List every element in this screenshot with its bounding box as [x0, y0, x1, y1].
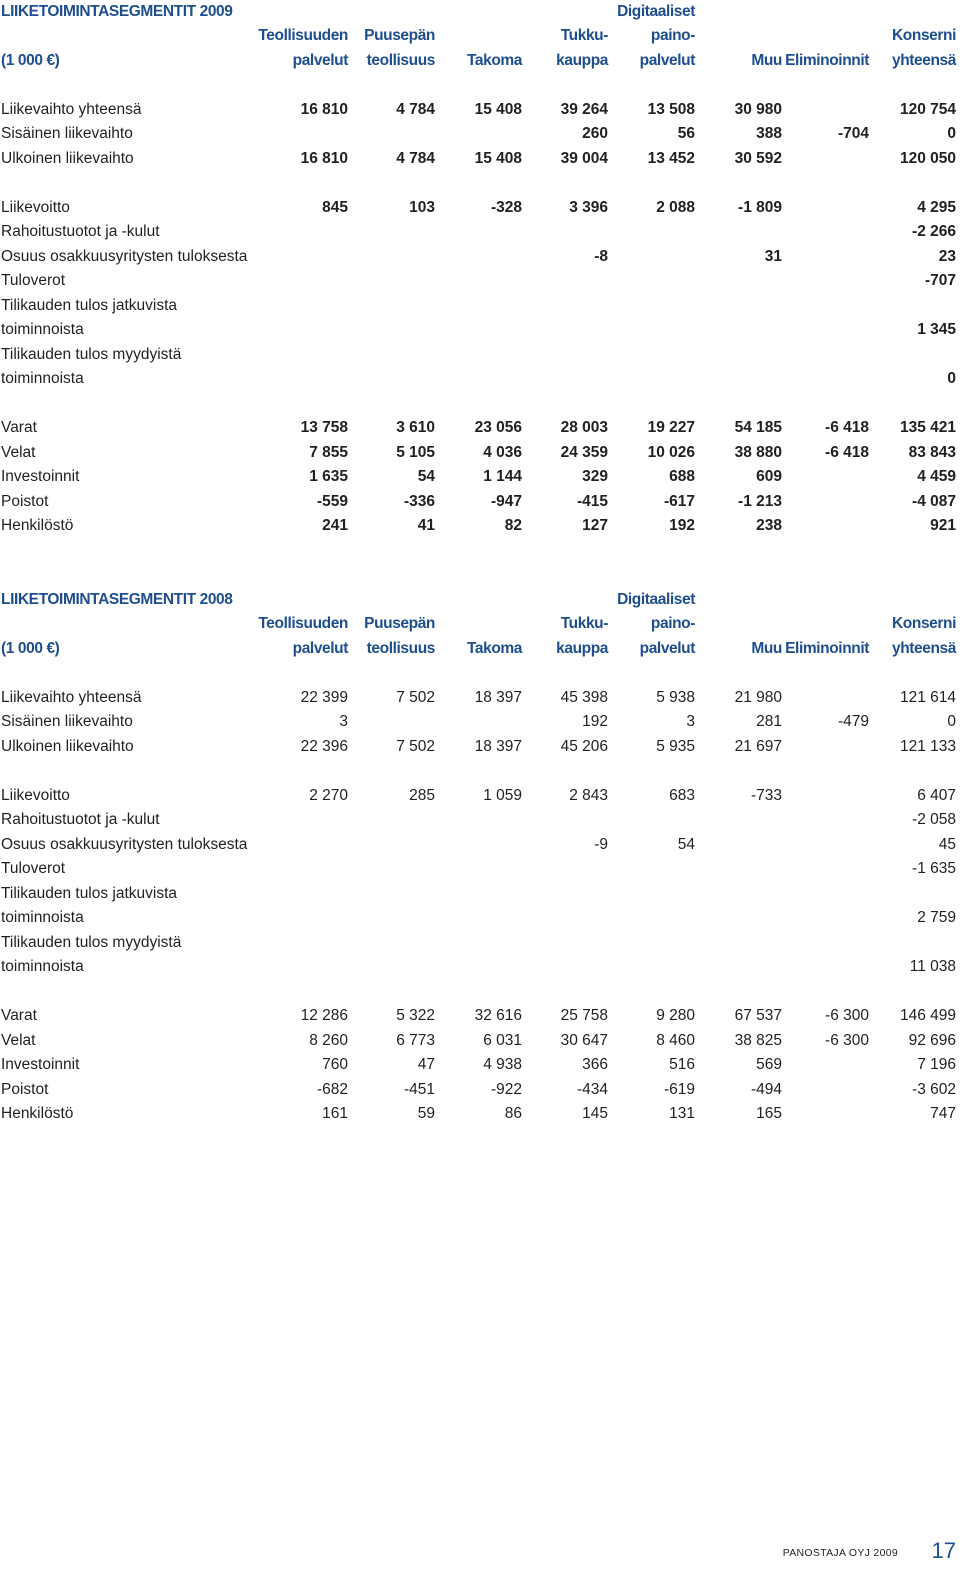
table-row [0, 245, 960, 269]
table-cell: 1 635 [309, 468, 348, 485]
page-number: 17 [931, 1538, 956, 1563]
table-row [0, 147, 960, 171]
table-row [0, 98, 960, 122]
column-header: palvelut [639, 639, 695, 657]
row-label: Liikevoitto [1, 787, 70, 804]
row-label: Velat [1, 444, 36, 461]
table-row [0, 343, 960, 367]
table-cell: 3 610 [396, 419, 435, 436]
column-header: palvelut [292, 639, 348, 657]
row-label: toiminnoista [1, 909, 84, 926]
table-cell: -1 213 [738, 493, 782, 510]
table-row [0, 196, 960, 220]
table-cell: -6 418 [825, 419, 869, 436]
table-row [0, 931, 960, 955]
table-cell: 747 [930, 1105, 956, 1122]
column-header: Takoma [466, 51, 522, 69]
table-cell: -415 [576, 493, 608, 510]
table-cell: -2 266 [912, 223, 956, 240]
table-row [0, 686, 960, 710]
table-cell: 388 [756, 125, 782, 142]
table-cell: 7 855 [309, 444, 348, 461]
row-label: Tuloverot [1, 272, 66, 289]
table-cell: -8 [594, 248, 608, 265]
table-cell: 366 [582, 1056, 608, 1073]
table-cell: 39 004 [560, 150, 608, 167]
table-cell: 86 [504, 1105, 522, 1122]
table-cell: -479 [837, 713, 869, 730]
table-cell: 54 185 [734, 419, 782, 436]
table-cell: 1 345 [917, 321, 956, 338]
segment-2008 [0, 588, 960, 1128]
row-label: Varat [1, 1007, 37, 1024]
row-label: Osuus osakkuusyritysten tuloksesta [1, 248, 248, 265]
column-header: Digitaaliset [617, 591, 695, 608]
table-cell: 67 537 [734, 1007, 782, 1024]
table-cell: 161 [322, 1105, 348, 1122]
row-label: Liikevaihto yhteensä [1, 689, 142, 706]
table-row [0, 857, 960, 881]
column-header: Tukku- [560, 615, 608, 633]
table-cell: 38 825 [734, 1032, 782, 1049]
table-cell: 165 [756, 1105, 782, 1122]
table-cell: 4 036 [483, 444, 522, 461]
table-row [0, 441, 960, 465]
column-header: Teollisuuden [258, 615, 348, 633]
table-cell: 4 938 [483, 1056, 522, 1073]
column-header: teollisuus [366, 51, 435, 69]
table-cell: 4 784 [396, 150, 435, 167]
table-cell: 30 592 [734, 150, 782, 167]
table-cell: -619 [663, 1081, 695, 1098]
table-cell: 192 [669, 517, 695, 534]
table-cell: 5 938 [656, 689, 695, 706]
table-cell: 23 056 [474, 419, 522, 436]
table-cell: -1 635 [912, 860, 956, 877]
table-cell: 18 397 [474, 689, 522, 706]
table-cell: 683 [669, 787, 695, 804]
table-row [0, 367, 960, 391]
table-cell: 12 286 [300, 1007, 348, 1024]
table-cell: 1 144 [483, 468, 522, 485]
row-label: Poistot [1, 493, 49, 510]
table-cell: 28 003 [560, 419, 608, 436]
table-cell: 145 [582, 1105, 608, 1122]
table-row [0, 416, 960, 440]
table-row [0, 465, 960, 489]
table-cell: 9 280 [656, 1007, 695, 1024]
column-header: paino- [650, 615, 695, 633]
table-row [0, 1078, 960, 1102]
table-cell: 121 133 [899, 738, 956, 755]
table-cell: 54 [417, 468, 435, 485]
table-cell: 47 [417, 1056, 435, 1073]
table-row [0, 294, 960, 318]
row-label: Varat [1, 419, 37, 436]
table-cell: -494 [750, 1081, 782, 1098]
table-cell: 19 227 [647, 419, 695, 436]
table-cell: 13 452 [647, 150, 695, 167]
table-row [0, 1053, 960, 1077]
column-header: Puusepän [364, 615, 435, 633]
table-cell: 13 508 [647, 101, 695, 118]
table-cell: 281 [756, 713, 782, 730]
table-cell: 45 [938, 836, 956, 853]
table-cell: -559 [316, 493, 348, 510]
table-cell: -6 300 [825, 1032, 869, 1049]
row-label: Henkilöstö [1, 1105, 74, 1122]
table-cell: 0 [947, 370, 956, 387]
table-cell: 59 [417, 1105, 435, 1122]
table-cell: -947 [490, 493, 522, 510]
table-cell: 24 359 [560, 444, 608, 461]
table-cell: -3 602 [912, 1081, 956, 1098]
table-cell: 2 088 [656, 199, 695, 216]
table-cell: 4 459 [917, 468, 956, 485]
table-cell: 5 105 [396, 444, 435, 461]
table-cell: 238 [756, 517, 782, 534]
table-cell: 15 408 [474, 101, 522, 118]
table-cell: -6 418 [825, 444, 869, 461]
table-cell: 11 038 [909, 958, 956, 975]
column-header: kauppa [556, 51, 608, 69]
table-cell: 45 206 [560, 738, 608, 755]
table-cell: 83 843 [908, 444, 956, 461]
table-cell: 21 697 [734, 738, 782, 755]
row-label: Rahoitustuotot ja -kulut [1, 811, 160, 828]
unit-label: (1 000 €) [1, 639, 60, 657]
table-row [0, 710, 960, 734]
table-cell: 921 [930, 517, 956, 534]
table-cell: 120 754 [899, 101, 956, 118]
table-cell: 4 784 [396, 101, 435, 118]
column-header: palvelut [639, 51, 695, 69]
table-row [0, 955, 960, 979]
table-cell: 21 980 [734, 689, 782, 706]
table-cell: 260 [582, 125, 608, 142]
table-row [0, 906, 960, 930]
table-row [0, 318, 960, 342]
table-row [0, 1029, 960, 1053]
table-cell: -733 [750, 787, 782, 804]
table-cell: 10 026 [647, 444, 695, 461]
column-header: Teollisuuden [258, 27, 348, 45]
table-cell: -707 [924, 272, 956, 289]
table-cell: -6 300 [825, 1007, 869, 1024]
unit-label: (1 000 €) [1, 51, 60, 69]
table-cell: -328 [490, 199, 522, 216]
table-cell: -617 [663, 493, 695, 510]
row-label: Sisäinen liikevaihto [1, 713, 133, 730]
table-row [0, 514, 960, 538]
table-row [0, 735, 960, 759]
column-header: palvelut [292, 51, 348, 69]
table-row [0, 1102, 960, 1126]
table-cell: 54 [677, 836, 695, 853]
table-cell: 7 502 [396, 689, 435, 706]
column-header: yhteensä [892, 51, 956, 69]
table-row [0, 784, 960, 808]
table-cell: 845 [322, 199, 348, 216]
table-cell: 18 397 [474, 738, 522, 755]
row-label: Poistot [1, 1081, 49, 1098]
table-cell: -2 058 [912, 811, 956, 828]
table-cell: 16 810 [300, 101, 348, 118]
table-cell: -922 [490, 1081, 522, 1098]
row-label: Liikevaihto yhteensä [1, 101, 142, 118]
row-label: Investoinnit [1, 468, 80, 485]
table-row [0, 808, 960, 832]
table-cell: 241 [322, 517, 348, 534]
table-cell: 3 [686, 713, 695, 730]
column-header: paino- [650, 27, 695, 45]
row-label: Velat [1, 1032, 36, 1049]
column-header: Takoma [466, 639, 522, 657]
table-cell: 2 270 [309, 787, 348, 804]
column-header: kauppa [556, 639, 608, 657]
row-label: Osuus osakkuusyritysten tuloksesta [1, 836, 248, 853]
table-cell: -9 [594, 836, 608, 853]
row-label: Ulkoinen liikevaihto [1, 738, 134, 755]
table-cell: 0 [947, 125, 956, 142]
table-cell: 22 396 [300, 738, 348, 755]
table-cell: 30 980 [734, 101, 782, 118]
table-cell: 120 050 [899, 150, 956, 167]
footer-company: PANOSTAJA OYJ 2009 [782, 1547, 898, 1559]
table-cell: 131 [669, 1105, 695, 1122]
table-cell: 0 [947, 713, 956, 730]
table-cell: 1 059 [483, 787, 522, 804]
column-header: Tukku- [560, 27, 608, 45]
table-cell: -336 [403, 493, 435, 510]
table-cell: 39 264 [560, 101, 608, 118]
row-label: Sisäinen liikevaihto [1, 125, 133, 142]
table-cell: 329 [582, 468, 608, 485]
table-cell: 6 407 [917, 787, 956, 804]
row-label: toiminnoista [1, 370, 84, 387]
column-header: Muu [751, 639, 782, 657]
table-cell: 92 696 [908, 1032, 956, 1049]
column-header: Konserni [892, 27, 956, 45]
table-cell: 5 935 [656, 738, 695, 755]
segment-title: LIIKETOIMINTASEGMENTIT 2009 [1, 3, 233, 20]
table-cell: 7 196 [917, 1056, 956, 1073]
column-header: Eliminoinnit [785, 639, 869, 657]
table-cell: 192 [582, 713, 608, 730]
table-cell: -682 [316, 1081, 348, 1098]
table-cell: 6 773 [396, 1032, 435, 1049]
row-label: Tuloverot [1, 860, 66, 877]
column-header: teollisuus [366, 639, 435, 657]
table-cell: 135 421 [899, 419, 956, 436]
table-row [0, 269, 960, 293]
table-cell: 23 [938, 248, 956, 265]
table-cell: 103 [409, 199, 435, 216]
segment-2009 [0, 0, 960, 540]
table-cell: 7 502 [396, 738, 435, 755]
table-cell: 32 616 [474, 1007, 522, 1024]
table-cell: 688 [669, 468, 695, 485]
table-cell: 8 460 [656, 1032, 695, 1049]
segment-title: LIIKETOIMINTASEGMENTIT 2008 [1, 591, 233, 608]
row-label: Tilikauden tulos myydyistä [1, 346, 182, 363]
table-cell: 285 [409, 787, 435, 804]
column-header: Muu [751, 51, 782, 69]
table-cell: -434 [576, 1081, 608, 1098]
table-cell: 516 [669, 1056, 695, 1073]
table-cell: 569 [756, 1056, 782, 1073]
table-cell: -704 [837, 125, 869, 142]
row-label: toiminnoista [1, 321, 84, 338]
table-cell: 41 [417, 517, 435, 534]
row-label: Tilikauden tulos myydyistä [1, 934, 182, 951]
row-label: Liikevoitto [1, 199, 70, 216]
column-header: Digitaaliset [617, 3, 695, 20]
table-row [0, 1004, 960, 1028]
column-header: Konserni [892, 615, 956, 633]
table-cell: 609 [756, 468, 782, 485]
table-cell: 127 [582, 517, 608, 534]
table-cell: 16 810 [300, 150, 348, 167]
table-row [0, 882, 960, 906]
row-label: toiminnoista [1, 958, 84, 975]
table-row [0, 122, 960, 146]
table-cell: 56 [677, 125, 695, 142]
column-header: Puusepän [364, 27, 435, 45]
table-cell: 5 322 [396, 1007, 435, 1024]
table-cell: 13 758 [300, 419, 348, 436]
table-cell: 3 [339, 713, 348, 730]
row-label: Investoinnit [1, 1056, 80, 1073]
table-cell: 25 758 [560, 1007, 608, 1024]
row-label: Tilikauden tulos jatkuvista [1, 297, 178, 314]
table-cell: 30 647 [560, 1032, 608, 1049]
table-row [0, 220, 960, 244]
table-cell: 82 [504, 517, 522, 534]
row-label: Ulkoinen liikevaihto [1, 150, 134, 167]
row-label: Henkilöstö [1, 517, 74, 534]
table-cell: 4 295 [917, 199, 956, 216]
table-cell: -451 [403, 1081, 435, 1098]
table-cell: 2 843 [569, 787, 608, 804]
table-cell: 760 [322, 1056, 348, 1073]
table-cell: 38 880 [734, 444, 782, 461]
table-cell: 146 499 [899, 1007, 956, 1024]
table-cell: 45 398 [560, 689, 608, 706]
table-cell: 2 759 [917, 909, 956, 926]
column-header: Eliminoinnit [785, 51, 869, 69]
table-cell: 6 031 [483, 1032, 522, 1049]
table-cell: 121 614 [899, 689, 956, 706]
table-cell: -1 809 [738, 199, 782, 216]
column-header: yhteensä [892, 639, 956, 657]
row-label: Rahoitustuotot ja -kulut [1, 223, 160, 240]
table-row [0, 490, 960, 514]
table-cell: 15 408 [474, 150, 522, 167]
table-row [0, 833, 960, 857]
table-cell: -4 087 [912, 493, 956, 510]
table-cell: 8 260 [309, 1032, 348, 1049]
table-cell: 3 396 [569, 199, 608, 216]
table-cell: 22 399 [300, 689, 348, 706]
row-label: Tilikauden tulos jatkuvista [1, 885, 178, 902]
table-cell: 31 [764, 248, 782, 265]
